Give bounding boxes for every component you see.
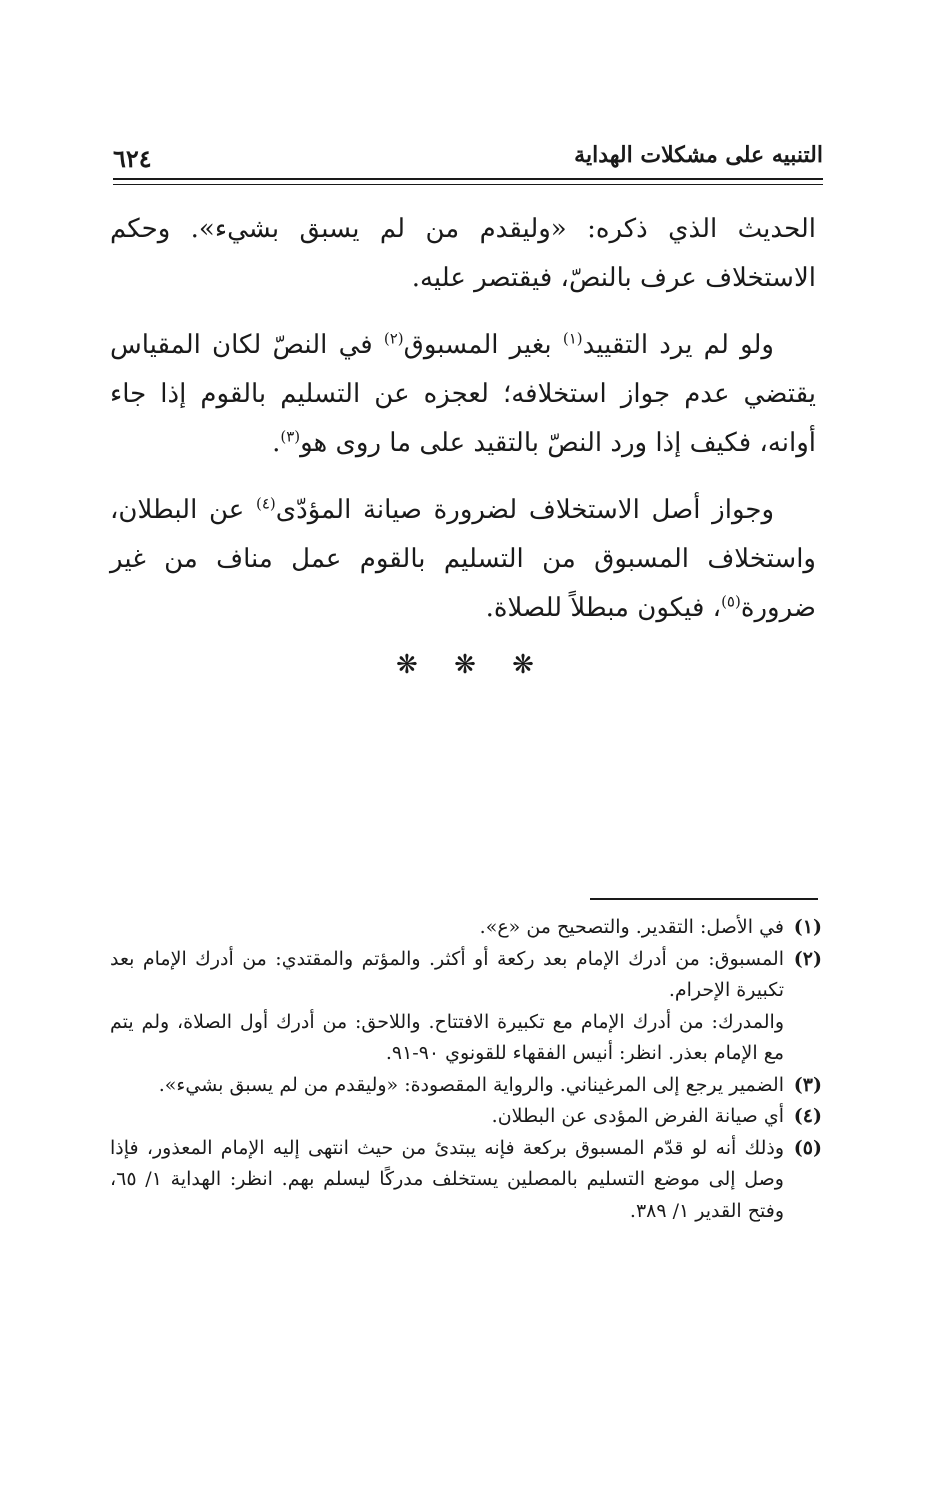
paragraph-2-part-2: بغير المسبوق	[403, 330, 563, 360]
header-rule-thin	[113, 184, 823, 185]
footnote-text	[110, 912, 784, 944]
page-number: ٦٢٤	[113, 144, 152, 173]
paragraph-3	[110, 486, 816, 633]
footnote-ref-5[interactable]: (٥)	[721, 592, 741, 611]
footnote-divider	[590, 898, 818, 900]
footnote-line: في الأصل: التقدير. والتصحيح من «ع».	[479, 916, 784, 938]
main-text	[110, 205, 816, 651]
footnote-number: (٥)	[793, 1136, 822, 1159]
paragraph-2-part-1: ولو لم يرد التقييد	[582, 330, 774, 360]
footnote-ref-2[interactable]: (٢)	[383, 329, 404, 348]
footnote-number: (١)	[793, 916, 822, 938]
footnote-ref-4[interactable]: (٤)	[255, 494, 276, 513]
footnotes	[110, 912, 822, 1227]
footnote-3	[110, 1070, 822, 1102]
section-separator-icon: ❋ ❋ ❋	[396, 650, 548, 680]
footnote-ref-1[interactable]: (١)	[562, 329, 583, 348]
footnote-number: (٢)	[793, 947, 822, 970]
paragraph-3-part-2: عن البطلان، واستخلاف المسبوق من التسليم بالقوم عمل مناف من غير ضرورة	[110, 495, 816, 623]
footnote-line: والمدرك: من أدرك الإمام مع تكبيرة الافتتاح. واللاحق: من أدرك أول الصلاة، ولم يتم مع الإمام بعذر. انظر: أنيس الفقهاء للقونوي ٩٠-٩١.	[110, 1010, 784, 1064]
header-rule-thick	[113, 178, 823, 180]
footnote-ref-3[interactable]: (٣)	[280, 427, 301, 446]
footnote-line: الضمير يرجع إلى المرغيناني. والرواية المقصودة: «وليقدم من لم يسبق بشيء».	[158, 1073, 784, 1096]
footnote-line: أي صيانة الفرض المؤدى عن البطلان.	[491, 1105, 784, 1127]
footnote-number: (٤)	[793, 1105, 822, 1127]
footnote-1	[110, 912, 822, 944]
footnote-number: (٣)	[793, 1073, 822, 1096]
paragraph-3-part-3: ، فيكون مبطلاً للصلاة.	[485, 593, 722, 623]
footnote-text	[110, 1070, 784, 1102]
paragraph-2	[110, 321, 816, 468]
footnote-line: وذلك أنه لو قدّم المسبوق بركعة فإنه يبتدئ من حيث انتهى إليه الإمام المعذور، فإذا وصل إلى موضع التسليم بالمصلين يستخلف مدركًا ليسلم بهم. انظر: الهداية ١/ ٦٥، وفتح القدير ١/ ٣٨٩.	[110, 1136, 784, 1222]
running-title: التنبيه على مشكلات الهداية	[574, 142, 823, 168]
footnote-text	[110, 1101, 784, 1133]
footnote-2	[110, 944, 822, 1070]
footnote-text	[110, 944, 784, 1070]
page-header	[113, 138, 823, 178]
paragraph-2-part-4: .	[272, 428, 281, 458]
footnote-line: المسبوق: من أدرك الإمام بعد ركعة أو أكثر. والمؤتم والمقتدي: من أدرك الإمام بعد تكبيرة الإحرام.	[110, 947, 784, 1001]
footnote-5	[110, 1133, 822, 1228]
footnote-text	[110, 1133, 784, 1228]
footnote-4	[110, 1101, 822, 1133]
paragraph-1: الحديث الذي ذكره: «وليقدم من لم يسبق بشيء». وحكم الاستخلاف عرف بالنصّ، فيقتصر عليه.	[110, 214, 816, 293]
paragraph-2-part-3: في النصّ لكان المقياس يقتضي عدم جواز استخلافه؛ لعجزه عن التسليم بالقوم إذا جاء أوانه، فكيف إذا ورد النصّ بالتقيد على ما روى هو	[110, 330, 816, 458]
paragraph-3-part-1: وجواز أصل الاستخلاف لضرورة صيانة المؤدّى	[275, 495, 774, 525]
